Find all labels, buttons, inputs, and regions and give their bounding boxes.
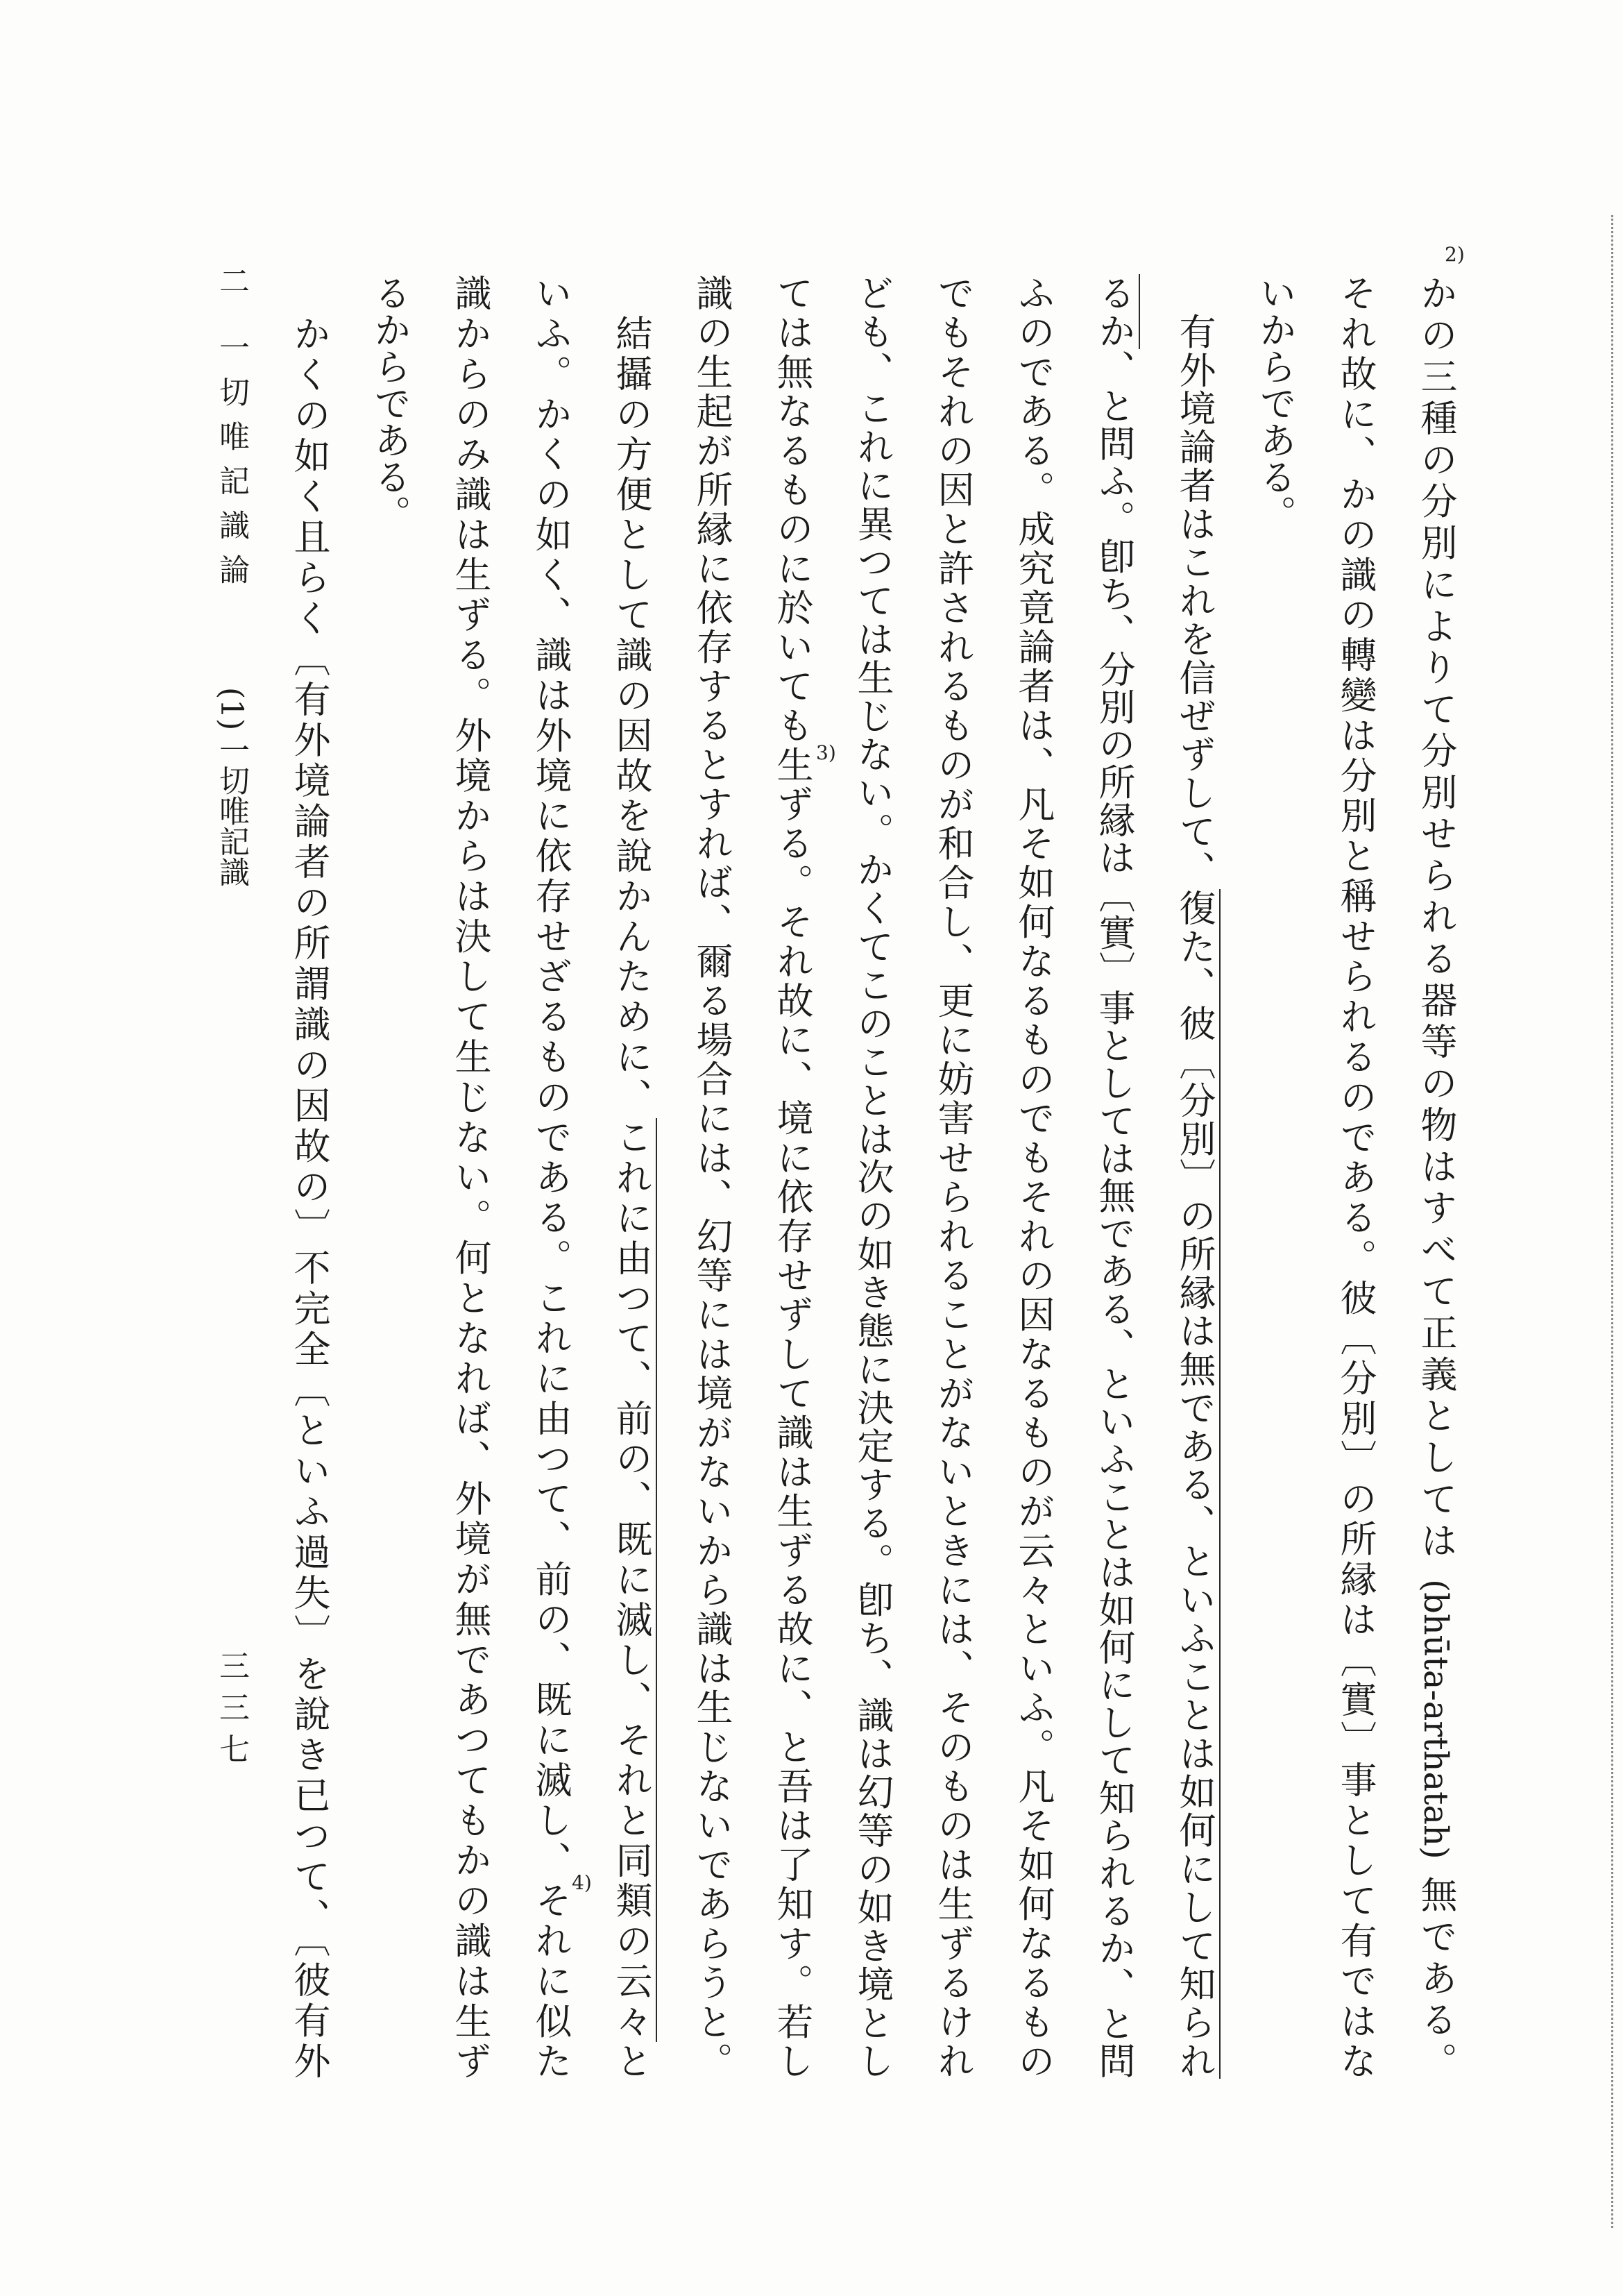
scan-edge-shadow (1611, 215, 1613, 2228)
text-column-6 (993, 274, 1073, 2079)
text-segment: 無である。 (1415, 1859, 1457, 2079)
sideline-emphasis: るか (1093, 274, 1140, 349)
body-text (269, 274, 1476, 2079)
text-segment: それ故に、かの識の轉變は分別と稱せられるのである。彼〔分別〕の所縁は〔實〕事として有ではな (1334, 274, 1377, 2079)
text-segment: 識の生起が所縁に依存するとすれば、爾る場合には、幻等には境がないから識は生じないであらうと。 (690, 274, 733, 2079)
text-segment: 、と問ふ。卽ち、分別の所縁は〔實〕事としては無である、といふことは如何にして知られるか、と問 (1093, 349, 1135, 2079)
sideline-emphasis: それと同類の云々 (610, 1721, 657, 2042)
text-column-3 (1234, 274, 1315, 2079)
text-column-7 (912, 274, 993, 2079)
text-segment: かくの如く且らく〔有外境論者の所謂識の因故の〕不完全〔といふ過失〕を說き已つて、〔彼有外 (288, 274, 330, 2079)
text-segment: ども、これに異つては生じない。かくてこのことは次の如き態に決定する。卽ち、識は幻等の如き境とし (851, 274, 894, 2079)
text-column-8 (832, 274, 912, 2079)
text-column-13 (430, 274, 510, 2079)
text-segment: 識からのみ識は生ずる。外境からは決して生じない。何となれば、外境が無であつてもかの識は生ず (449, 274, 491, 2079)
text-column-5 (1073, 274, 1154, 2079)
text-segment: ては無なるものに於いても生ずる。それ故に、境に依存せずして識は生ずる故に、と吾は了知す。若し (771, 274, 813, 2079)
footnote-marker: 2) (1445, 243, 1465, 266)
text-column-12 (510, 274, 590, 2079)
text-segment: と (610, 2042, 652, 2079)
text-column-15 (269, 274, 349, 2079)
text-column-2 (1315, 274, 1395, 2079)
text-column-14 (349, 274, 430, 2079)
sideline-emphasis: といふことは如何にして知られ (1173, 1542, 1221, 2079)
text-segment: いふ。かくの如く、識は外境に依存せざるものである。これに由つて、前の、既に滅し、それに似た (529, 274, 572, 2079)
text-column-1 (1395, 274, 1476, 2079)
sanskrit-term: (bhūta-arthatah) (1416, 1579, 1455, 1859)
text-segment: でもそれの因と許されるものが和合し、更に妨害せられることがないときには、そのものは生ずるけれ (932, 274, 974, 2079)
running-footer-section-number: (1) (214, 687, 249, 731)
sideline-emphasis: 既に滅し、 (610, 1520, 657, 1721)
running-footer-section-title: 一切唯記識 (214, 734, 249, 887)
sideline-emphasis: 復た、彼〔分別〕の所縁は無である、 (1173, 889, 1221, 1542)
text-segment: かの三種の分別によりて分別せられる器等の物はすべて正義としては (1415, 274, 1457, 1580)
text-segment: いからである。 (1254, 274, 1296, 532)
text-segment: 結攝の方便として識の因故を說かんために、 (610, 274, 652, 1118)
text-column-4 (1154, 274, 1234, 2079)
text-segment: るからである。 (368, 274, 411, 532)
text-segment: ふのである。成究竟論者は、凡そ如何なるものでもそれの因なるものが云々といふ。凡そ如何なるもの (1012, 274, 1055, 2079)
sideline-emphasis: これに由つて、 (610, 1118, 657, 1399)
page-number: 三三七 (214, 1650, 249, 1775)
sideline-emphasis: 前の、 (610, 1399, 657, 1520)
text-segment: 有外境論者はこれを信ぜずして、 (1173, 274, 1216, 889)
running-footer-chapter: 二 (214, 265, 249, 296)
text-column-9 (751, 274, 832, 2079)
running-footer-book-title: 一切唯記識論 (214, 332, 249, 598)
footnote-marker: 3) (816, 741, 836, 764)
text-column-11 (590, 274, 671, 2079)
footnote-marker: 4) (572, 1871, 592, 1894)
text-column-10 (671, 274, 751, 2079)
